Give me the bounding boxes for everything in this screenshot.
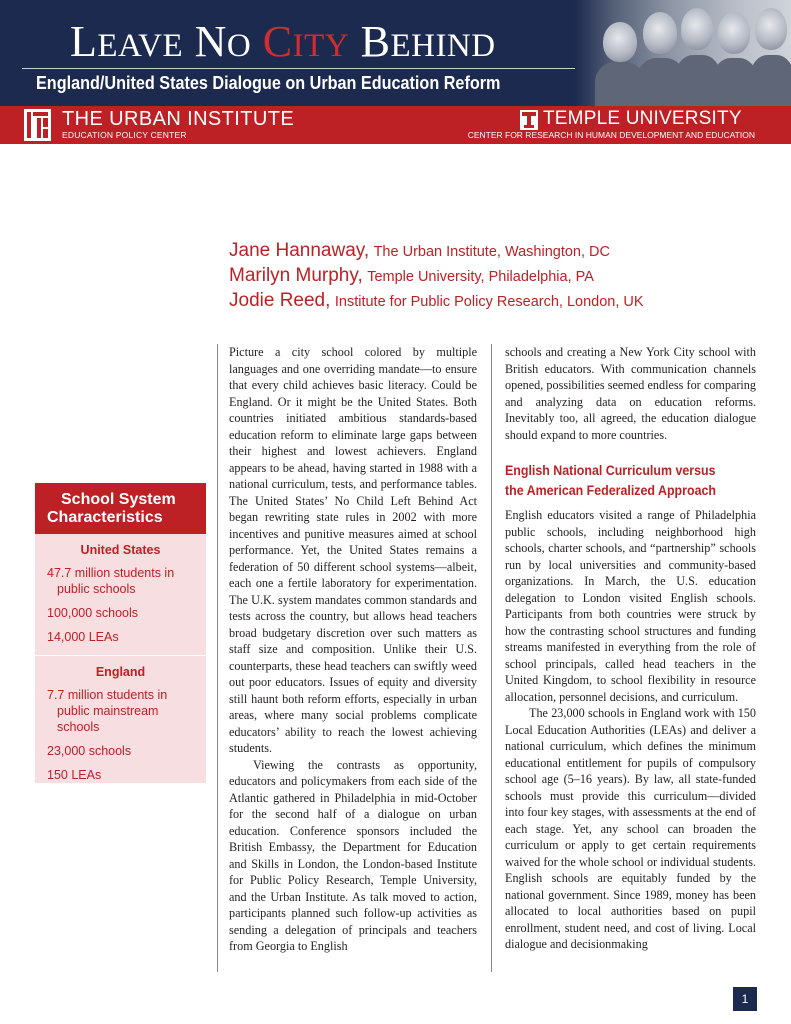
page-number: 1 [733, 987, 757, 1011]
author-list [229, 239, 644, 314]
body-column-left [229, 344, 477, 955]
report-title: LEAVE NO CITY BEHIND [70, 17, 496, 66]
body-paragraph: Viewing the contrasts as opportunity, educators and policymakers from each side of the Atlantic gathered in Philadelphia in mid-October for the second half of a dialogue on urban education. Conference sponsors included the British Embassy, the Department for Education and Skills in London, the London-based Institute for Public Policy Research, Temple University, and the Urban Institute. As talk moved to action, participants planned such follow-up activities as sending a delegation of principals and teachers from Georgia to English [229, 757, 477, 953]
body-paragraph: English educators visited a range of Philadelphia public schools, including neighborhood high schools, charter schools, and “partnership” schools run by local universities and community-based organizations. In March, the U.S. education delegation to London visited English schools. Participants from both countries were struck by how the contrasting school structures and funding streams manifested in everything from the role of school principals, called head teachers in the United Kingdom, to school flexibility in resource allocation, personnel decisions, and curriculum. [505, 508, 756, 704]
temple-university-name: TEMPLE UNIVERSITY [543, 108, 742, 129]
body-paragraph: schools and creating a New York City school with British educators. With communication channels opened, possibilities seemed endless for comparing and analyzing data on education reforms. Inevitably too, all agreed, the education dialogue should expand to more countries. [505, 345, 756, 442]
report-subtitle: England/United States Dialogue on Urban Education Reform [36, 73, 501, 93]
urban-institute-subtitle: EDUCATION POLICY CENTER [62, 130, 187, 140]
author-line [229, 239, 644, 264]
temple-university-subtitle: CENTER FOR RESEARCH IN HUMAN DEVELOPMENT AND EDUCATION [467, 130, 755, 140]
children-photo [575, 0, 791, 106]
masthead-banner [0, 0, 791, 106]
urban-institute-name: THE URBAN INSTITUTE [62, 108, 295, 130]
school-system-sidebar [35, 483, 206, 783]
author-affiliation: Temple University, Philadelphia, PA [367, 269, 594, 285]
body-column-right [505, 344, 756, 953]
sidebar-heading-england: England [95, 665, 146, 679]
title-divider [22, 68, 575, 69]
urban-institute-logo-icon [24, 109, 51, 141]
sidebar-heading-us: United States [80, 543, 161, 557]
column-rule-right [491, 344, 492, 972]
sidebar-item: 47.7 million students in public schools [47, 566, 175, 596]
temple-university-logo-icon [520, 110, 538, 130]
author-name: Jane Hannaway, [229, 240, 370, 261]
sidebar-item: 100,000 schools [47, 606, 139, 620]
author-affiliation: Institute for Public Policy Research, London, UK [334, 294, 644, 310]
author-line [229, 264, 644, 289]
sidebar-divider [35, 655, 206, 656]
sidebar-title: School System Characteristics [35, 483, 206, 534]
sidebar-item: 7.7 million students in public mainstream schools [47, 688, 168, 734]
author-name: Marilyn Murphy, [229, 265, 363, 286]
body-paragraph: Picture a city school colored by multiple languages and one overriding mandate—to ensure that every child achieves basic literacy. Could be England. Or it might be the United States. Both countries initiated ambitious standards-based education reform to eliminate large gaps between their highest and lowest achievers. England appears to be ahead, having started in 1988 with a national curriculum, tests, and performance tables. The United States’ No Child Left Behind Act began rewriting state rules in 2002 with more incentives and punitive measures aimed at school performance. Yet, the United States remains a federation of 50 different school systems—albeit, each one a fertile laboratory for experimentation. The U.K. system mandates common standards and tests across the country, but allows head teachers broad budgetary discretion over such matters as staff size and composition. Unlike their U.S. counterparts, these head teachers can swiftly weed out poor educators. Issues of equity and diversity still haunt both reform efforts, especially in urban areas, where many social problems complicate educators’ ability to reach the lowest achieving students. [229, 345, 477, 755]
sidebar-item: 150 LEAs [47, 768, 102, 782]
sidebar-item: 23,000 schools [47, 744, 132, 758]
sidebar-item: 14,000 LEAs [47, 630, 119, 644]
column-rule-left [217, 344, 218, 972]
institution-band [0, 106, 791, 144]
section-heading: English National Curriculum versus the American Federalized Approach [505, 463, 716, 498]
body-paragraph: The 23,000 schools in England work with 150 Local Education Authorities (LEAs) and deliver a national curriculum, which defines the minimum educational entitlement for pupils of compulsory school age (5–16 years). By law, all state-funded schools must provide this curriculum—divided into four key stages, with assessments at the end of each stage. Yet, any school can broaden the curriculum or apply to get certain requirements waived for the whole school or individual students. English schools are equitably funded by the national government. Since 1989, money has been allocated to local authorities based on pupil enrollment, student need, and cost of living. Local dialogue and decisionmaking [505, 706, 756, 951]
author-affiliation: The Urban Institute, Washington, DC [373, 244, 610, 260]
author-line [229, 289, 644, 314]
author-name: Jodie Reed, [229, 290, 331, 311]
